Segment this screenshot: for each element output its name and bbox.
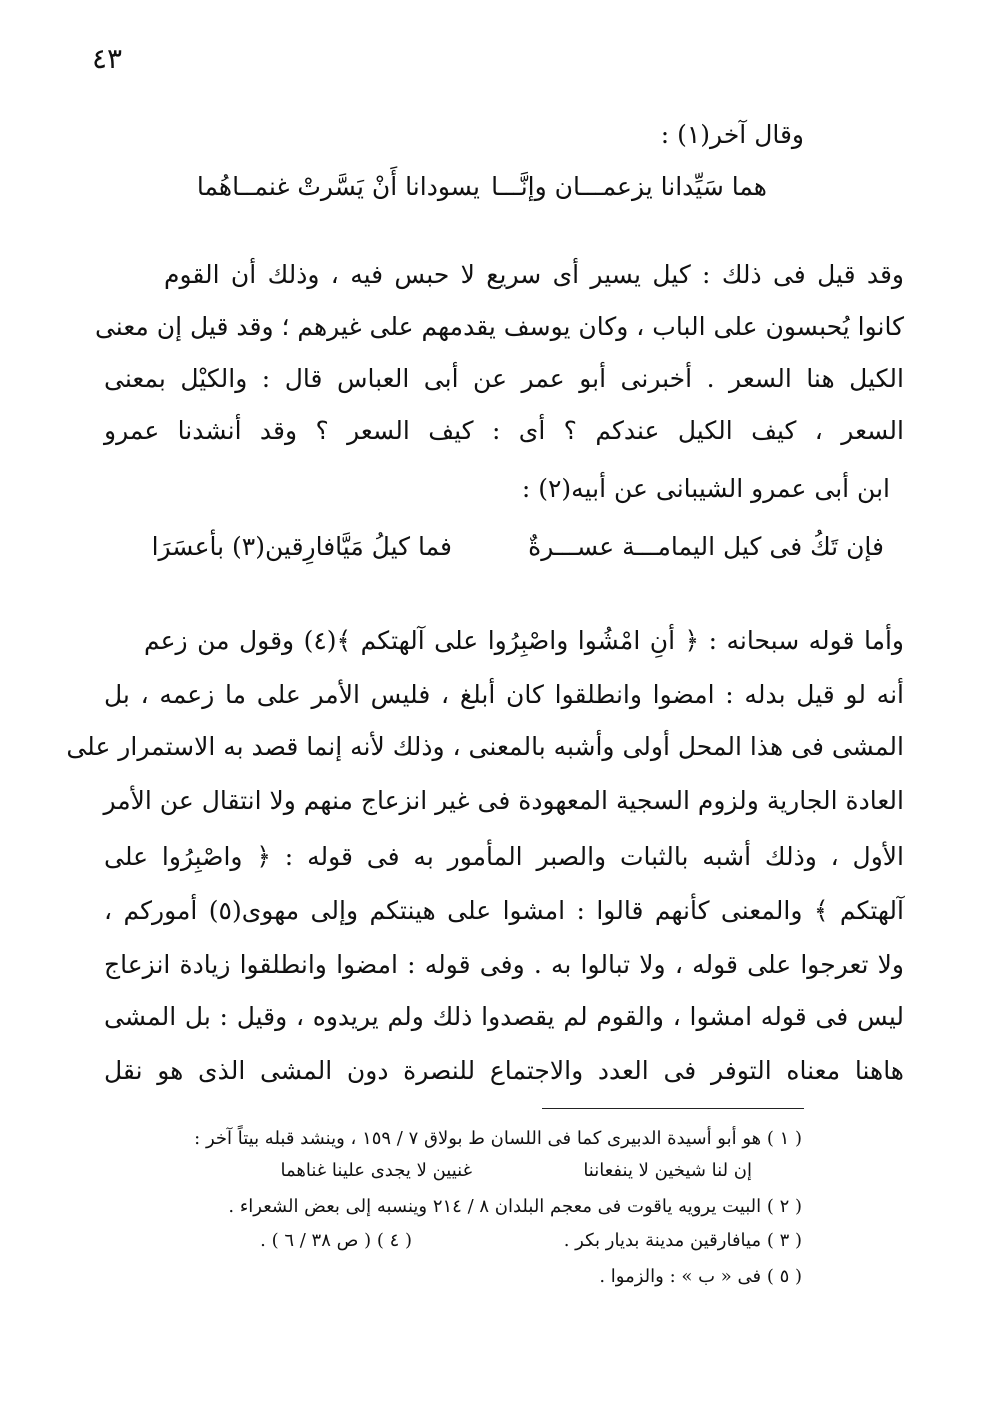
paragraph-2-line: آلهتكم ﴾ والمعنى كأنهم قالوا : امشوا على هينتكم وإلى مهوى(٥) أموركم ، xyxy=(104,896,904,925)
verse-1 xyxy=(0,172,992,204)
intro-line: وقال آخر(١) : xyxy=(660,120,804,149)
verse-2-second-hemistich: فما كيلُ مَيَّافارِقين(٣) بأعسَرَا xyxy=(151,532,452,561)
paragraph-2-line: ليس فى قوله امشوا ، والقوم لم يقصدوا ذلك ولم يريدوه ، وقيل : بل المشى xyxy=(104,1002,904,1031)
paragraph-2-line: وأما قوله سبحانه : ﴿ أنِ امْشُوا واصْبِرُوا على آلهتكم ﴾(٤) وقول من زعم xyxy=(144,626,904,655)
paragraph-2-line: أنه لو قيل بدله : امضوا وانطلقوا كان أبلغ ، فليس الأمر على ما زعمه ، بل xyxy=(104,680,904,709)
paragraph-1-line: ابن أبى عمرو الشيبانى عن أبيه(٢) : xyxy=(521,474,890,503)
footnote-separator xyxy=(542,1108,804,1109)
paragraph-2-line: المشى فى هذا المحل أولى وأشبه بالمعنى ، وذلك لأنه إنما قصد به الاستمرار على xyxy=(66,732,904,761)
paragraph-1-line: السعر ، كيف الكيل عندكم ؟ أى : كيف السعر ؟ وقد أنشدنا عمرو xyxy=(104,416,904,445)
footnote-3: ( ٣ ) ميافارقين مدينة بديار بكر . xyxy=(563,1230,802,1251)
paragraph-2-line: هاهنا معناه التوفر فى العدد والاجتماع للنصرة دون المشى الذى هو نقل xyxy=(104,1056,904,1085)
paragraph-2-line: ولا تعرجوا على قوله ، ولا تبالوا به . وفى قوله : امضوا وانطلقوا زيادة انزعاج xyxy=(104,950,904,979)
footnote-1: ( ١ ) هو أبو أسيدة الدبيرى كما فى اللسان ط بولاق ٧ / ١٥٩ ، وينشد قبله بيتاً آخر : xyxy=(194,1128,802,1149)
footnote-2: ( ٢ ) البيت يرويه ياقوت فى معجم البلدان ٨ / ٢١٤ وينسبه إلى بعض الشعراء . xyxy=(228,1196,802,1217)
paragraph-2-line: العادة الجارية ولزوم السجية المعهودة فى غير انزعاج منهم ولا انتقال عن الأمر xyxy=(103,786,904,815)
verse-2-first-hemistich: فإن تَكُ فى كيل اليمامـــة عســـرةٌ xyxy=(528,532,884,561)
footnote-5: ( ٥ ) فى « ب » : والزموا . xyxy=(599,1266,802,1287)
paragraph-1-line: وقد قيل فى ذلك : كيل يسير أى سريع لا حبس فيه ، وذلك أن القوم xyxy=(164,260,904,289)
verse-1-first-hemistich: هما سَيِّدانا يزعمـــان وإنَّـــا xyxy=(491,172,767,201)
verse-2 xyxy=(0,532,992,566)
page-number: ٤٣ xyxy=(92,42,123,75)
footnote-4: ( ٤ ) ( ص ٣٨ / ٦ ) . xyxy=(260,1230,412,1251)
footnote-1-verse-first: إن لنا شيخين لا ينفعاننا xyxy=(583,1160,752,1181)
paragraph-1-line: كانوا يُحبسون على الباب ، وكان يوسف يقدمهم على غيرهم ؛ وقد قيل إن معنى xyxy=(94,312,904,341)
paragraph-2-line: الأول ، وذلك أشبه بالثبات والصبر المأمور به فى قوله : ﴿ واصْبِرُوا على xyxy=(104,842,904,871)
paragraph-1-line: الكيل هنا السعر . أخبرنى أبو عمر عن أبى العباس قال : والكيْل بمعنى xyxy=(104,364,904,393)
verse-1-second-hemistich: يسودانا أَنْ يَسَّرتْ غنمــاهُما xyxy=(196,172,480,201)
footnote-1-verse-second: غنيين لا يجدى علينا غناهما xyxy=(280,1160,472,1181)
